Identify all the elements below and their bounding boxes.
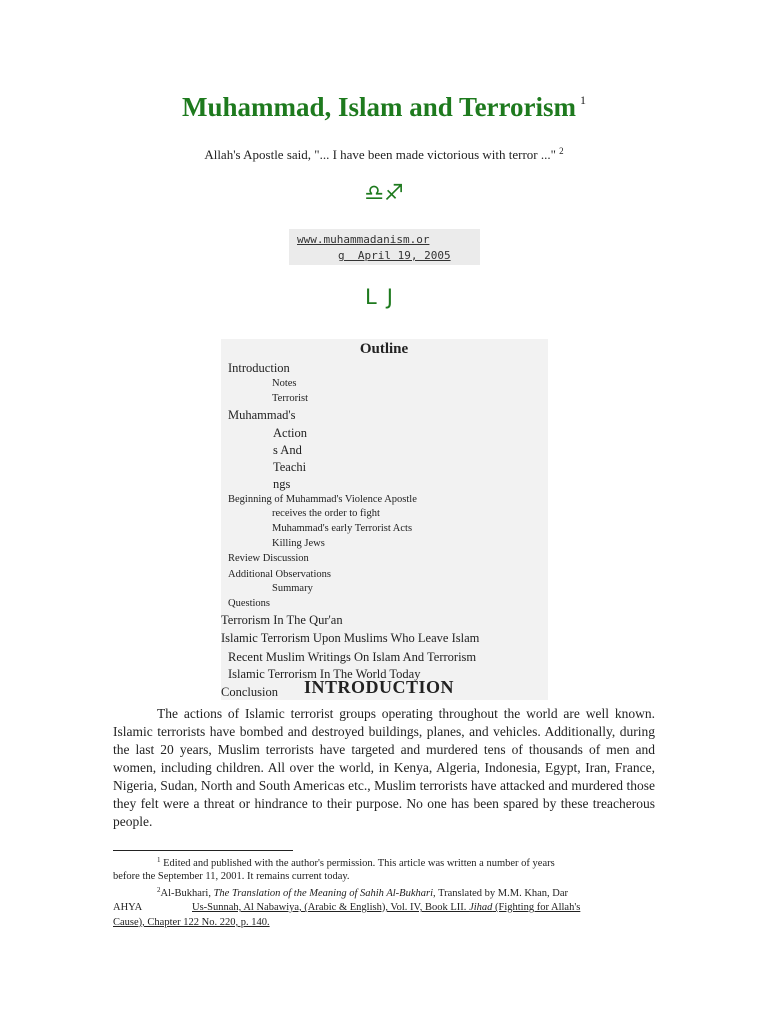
ornament-symbols-top: ♎♐ <box>364 181 404 206</box>
website-date-box <box>289 229 480 265</box>
footnote-separator <box>113 850 293 851</box>
outline-item-terrorism-quran[interactable]: Terrorism In The Qur'an <box>221 613 343 627</box>
title-footnote-ref[interactable]: 1 <box>580 93 587 107</box>
document-title: Muhammad, Islam and Terrorism $^1$ <box>181 92 587 122</box>
website-link-date[interactable]: g April 19, 2005 <box>338 249 451 262</box>
outline-item-recent-writings[interactable]: Recent Muslim Writings On Islam And Terrorism <box>228 650 477 664</box>
outline-heading: Outline <box>359 341 409 357</box>
outline-item-actions-line4[interactable]: ngs <box>273 477 291 491</box>
outline-item-review-discussion[interactable]: Review Discussion <box>228 553 309 564</box>
footnote-2-line1: $^2$Al-Bukhari, The Translation of the Meaning of Sahih Al-Bukhari, Translated by M.M. Khan, Dar <box>157 886 569 899</box>
introduction-paragraph: The actions of Islamic terrorist groups operating throughout the world are well known. Islamic terrorists have bombed and destroyed buildings, planes, and vehicles. Additionally, during the last 20 years, Muslim terrorists have targeted and murdered tens of thousands of men and women, including children. All over the world, in Kenya, Algeria, Indonesia, Egypt, Iran, France, Nigeria, Sudan, North and South Americas etc., Muslim terrorists have attacked and murdered those they felt were a threat or hindrance to their purpose. No one has been spared by these treacherous people. <box>113 706 655 829</box>
footnote-1-line2: before the September 11, 2001. It remains current today. <box>113 871 350 882</box>
footnote-1-line1: $^1$ Edited and published with the author's permission. This article was written a number of years <box>157 856 555 869</box>
outline-item-terrorist[interactable]: Terrorist <box>272 393 309 404</box>
outline-item-killing-jews[interactable]: Killing Jews <box>272 538 325 549</box>
outline-item-world-today[interactable]: Islamic Terrorism In The World Today <box>228 667 421 681</box>
outline-item-actions-line3[interactable]: Teachi <box>273 460 307 474</box>
outline-item-introduction[interactable]: Introduction <box>228 361 290 375</box>
outline-item-notes[interactable]: Notes <box>272 378 297 389</box>
outline-item-leave-islam[interactable]: Islamic Terrorism Upon Muslims Who Leave Islam <box>221 631 480 645</box>
ornament-symbols-bottom: LJ <box>365 285 403 309</box>
outline-item-additional-observations[interactable]: Additional Observations <box>228 569 331 580</box>
footnote-2-line2[interactable]: Us-Sunnah, Al Nabawiya, (Arabic & English), Vol. IV, Book LII. Jihad (Fighting for Allah's <box>192 902 581 913</box>
outline-item-questions[interactable]: Questions <box>228 598 270 609</box>
outline-item-conclusion[interactable]: Conclusion <box>221 685 278 699</box>
outline-item-summary[interactable]: Summary <box>272 583 313 594</box>
outline-item-actions-line1[interactable]: Action <box>273 426 308 440</box>
outline-item-early-terrorist-acts[interactable]: Muhammad's early Terrorist Acts <box>272 523 413 534</box>
introduction-heading: INTRODUCTION <box>304 677 455 697</box>
outline-item-receives-order[interactable]: receives the order to fight <box>272 508 380 519</box>
outline-item-actions-line2[interactable]: s And <box>273 443 302 457</box>
outline-item-beginning-violence[interactable]: Beginning of Muhammad's Violence Apostle <box>228 494 417 505</box>
epigraph-quote: Allah's Apostle said, "... I have been made victorious with terror ..." $^2$ <box>204 146 564 162</box>
website-link[interactable]: www.muhammadanism.or <box>297 233 430 246</box>
footnote-2-line3[interactable]: Cause), Chapter 122 No. 220, p. 140. <box>113 917 270 928</box>
footnote-2-ahya: AHYA <box>113 902 143 913</box>
quote-footnote-ref[interactable]: 2 <box>559 146 564 156</box>
outline-item-muhammads-actions[interactable]: Muhammad's <box>228 408 296 422</box>
